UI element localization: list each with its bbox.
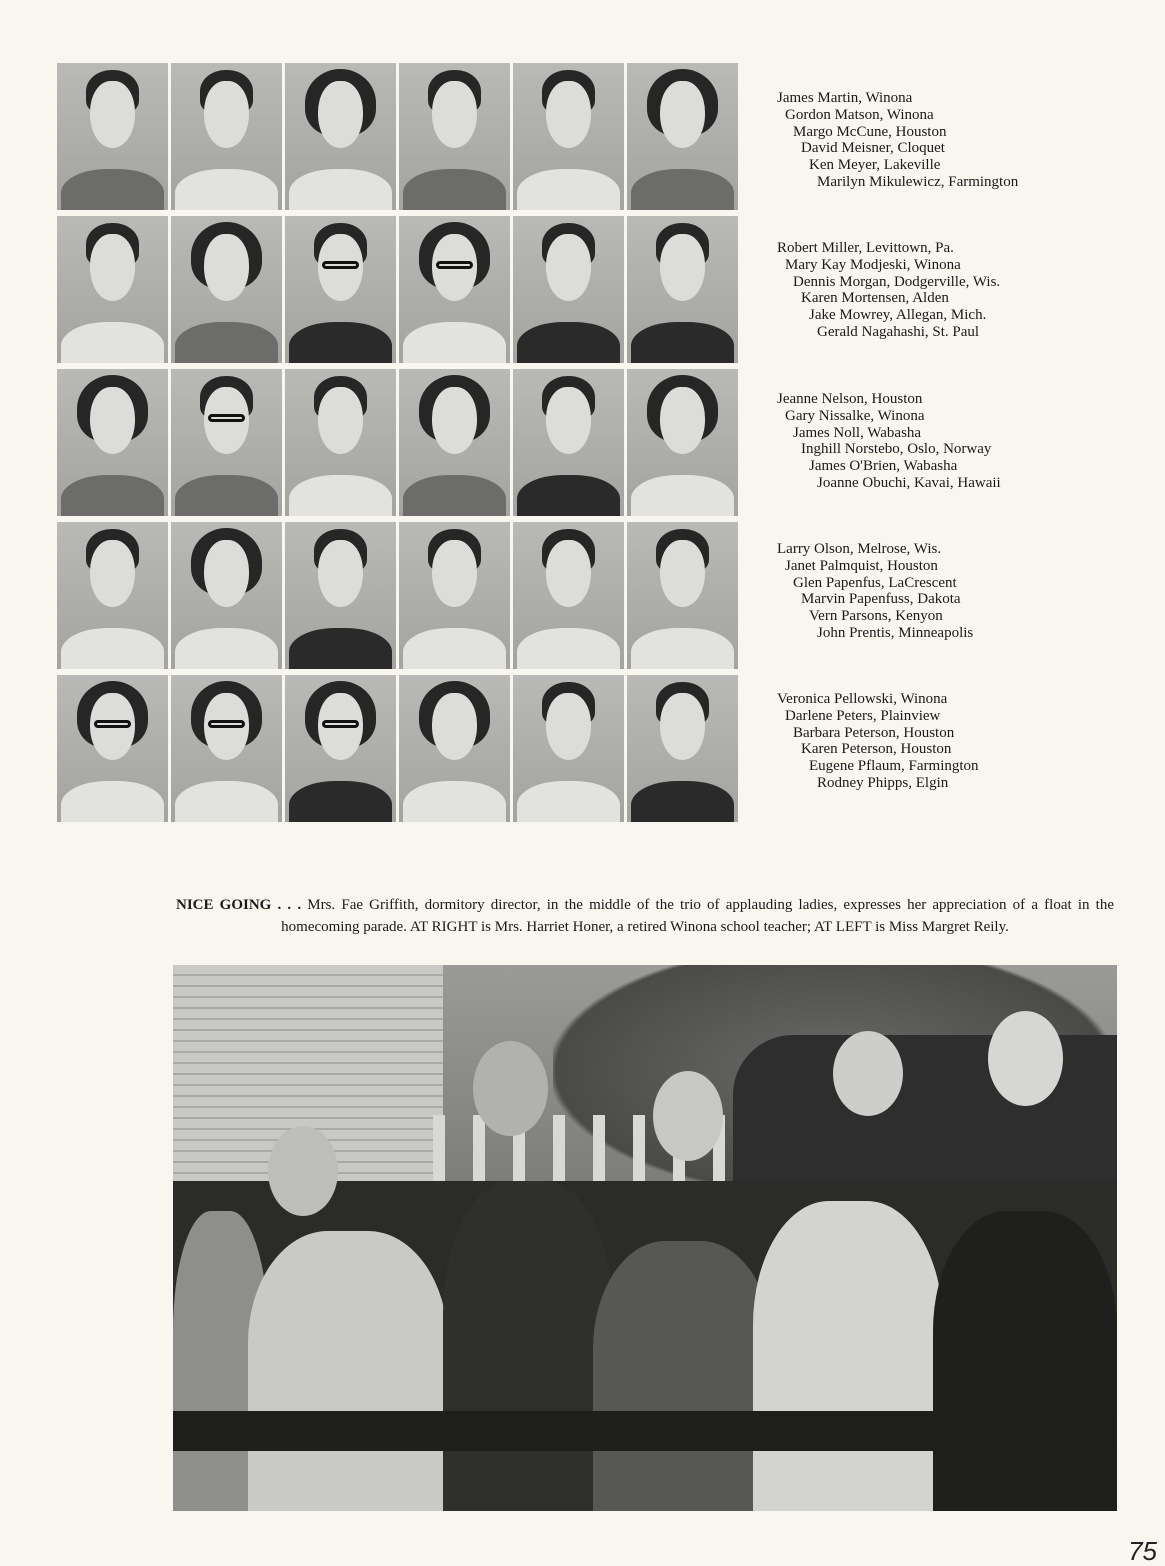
student-name: Glen Papenfus, LaCrescent <box>793 574 957 591</box>
homecoming-photo <box>173 965 1117 1511</box>
portrait-photo <box>285 369 396 516</box>
student-name: Vern Parsons, Kenyon <box>809 608 943 625</box>
student-name: Larry Olson, Melrose, Wis. <box>777 541 942 557</box>
seated-crowd <box>173 1181 1117 1511</box>
person-face <box>833 1031 903 1116</box>
portrait-photo <box>627 369 738 516</box>
portrait-photo <box>627 675 738 822</box>
person <box>443 1181 613 1511</box>
person <box>593 1241 773 1511</box>
student-name: Ken Meyer, Lakeville <box>809 157 941 174</box>
student-name: Mary Kay Modjeski, Winona <box>785 256 961 273</box>
name-list <box>777 90 1018 191</box>
portrait-photo <box>285 522 396 669</box>
caption-text: Mrs. Fae Griffith, dormitory director, in the middle of the trio of applauding ladies, expresses her appreciation of a float in the homecoming parade. AT RIGHT is Mrs. Harriet Honer, a retired Winona school teacher; AT LEFT is Miss Margret Reily. <box>281 897 1114 935</box>
student-name: Janet Palmquist, Houston <box>785 557 938 574</box>
student-name: Eugene Pflaum, Farmington <box>809 758 979 775</box>
student-name: James Noll, Wabasha <box>793 424 922 441</box>
student-name: Robert Miller, Levittown, Pa. <box>777 240 954 256</box>
name-list <box>777 391 1001 492</box>
caption-lead: NICE GOING . . . <box>176 897 302 913</box>
student-name: Marilyn Mikulewicz, Farmington <box>817 173 1019 190</box>
student-name: Rodney Phipps, Elgin <box>817 774 949 791</box>
student-name: Barbara Peterson, Houston <box>793 724 955 741</box>
portrait-photo <box>513 675 624 822</box>
student-name: Karen Peterson, Houston <box>801 741 952 758</box>
bench <box>173 1411 1117 1451</box>
portrait-grid <box>57 63 737 822</box>
portrait-photo <box>627 63 738 210</box>
portrait-photo <box>513 216 624 363</box>
student-name: David Meisner, Cloquet <box>801 140 945 157</box>
student-name: John Prentis, Minneapolis <box>817 624 974 641</box>
photo-caption <box>176 895 1114 938</box>
portrait-photo <box>627 522 738 669</box>
portrait-photo <box>399 63 510 210</box>
portrait-photo <box>171 63 282 210</box>
portrait-photo <box>399 522 510 669</box>
student-name: Inghill Norstebo, Oslo, Norway <box>801 441 992 458</box>
portrait-photo <box>513 369 624 516</box>
portrait-photo <box>57 522 168 669</box>
student-name: Veronica Pellowski, Winona <box>777 691 948 707</box>
person-face <box>653 1071 723 1161</box>
page-number: 75 <box>1128 1536 1157 1566</box>
portrait-photo <box>513 63 624 210</box>
portrait-photo <box>285 63 396 210</box>
name-list <box>777 541 973 642</box>
student-name: Gordon Matson, Winona <box>785 106 934 123</box>
student-name: James O'Brien, Wabasha <box>809 458 958 475</box>
portrait-photo <box>171 522 282 669</box>
portrait-photo <box>57 675 168 822</box>
person <box>753 1201 943 1511</box>
student-name: Karen Mortensen, Alden <box>801 290 949 307</box>
portrait-photo <box>285 675 396 822</box>
portrait-photo <box>171 675 282 822</box>
portrait-photo <box>399 216 510 363</box>
name-list <box>777 240 1000 341</box>
portrait-photo <box>627 216 738 363</box>
portrait-photo <box>399 675 510 822</box>
portrait-photo <box>171 216 282 363</box>
portrait-photo <box>57 63 168 210</box>
portrait-photo <box>513 522 624 669</box>
person <box>933 1211 1117 1511</box>
student-name: Joanne Obuchi, Kavai, Hawaii <box>817 474 1001 491</box>
portrait-photo <box>171 369 282 516</box>
person-face <box>268 1126 338 1216</box>
portrait-photo <box>57 369 168 516</box>
student-name: Jeanne Nelson, Houston <box>777 391 923 407</box>
student-name: James Martin, Winona <box>777 90 913 106</box>
person <box>248 1231 448 1511</box>
student-name: Gerald Nagahashi, St. Paul <box>817 323 980 340</box>
student-name: Darlene Peters, Plainview <box>785 707 941 724</box>
portrait-photo <box>285 216 396 363</box>
student-name: Gary Nissalke, Winona <box>785 407 925 424</box>
person-face <box>988 1011 1063 1106</box>
name-list <box>777 691 979 792</box>
student-name: Dennis Morgan, Dodgerville, Wis. <box>793 273 1001 290</box>
person-face <box>473 1041 548 1136</box>
portrait-photo <box>57 216 168 363</box>
student-name: Marvin Papenfuss, Dakota <box>801 591 961 608</box>
portrait-photo <box>399 369 510 516</box>
student-name: Jake Mowrey, Allegan, Mich. <box>809 307 987 324</box>
student-name: Margo McCune, Houston <box>793 123 947 140</box>
